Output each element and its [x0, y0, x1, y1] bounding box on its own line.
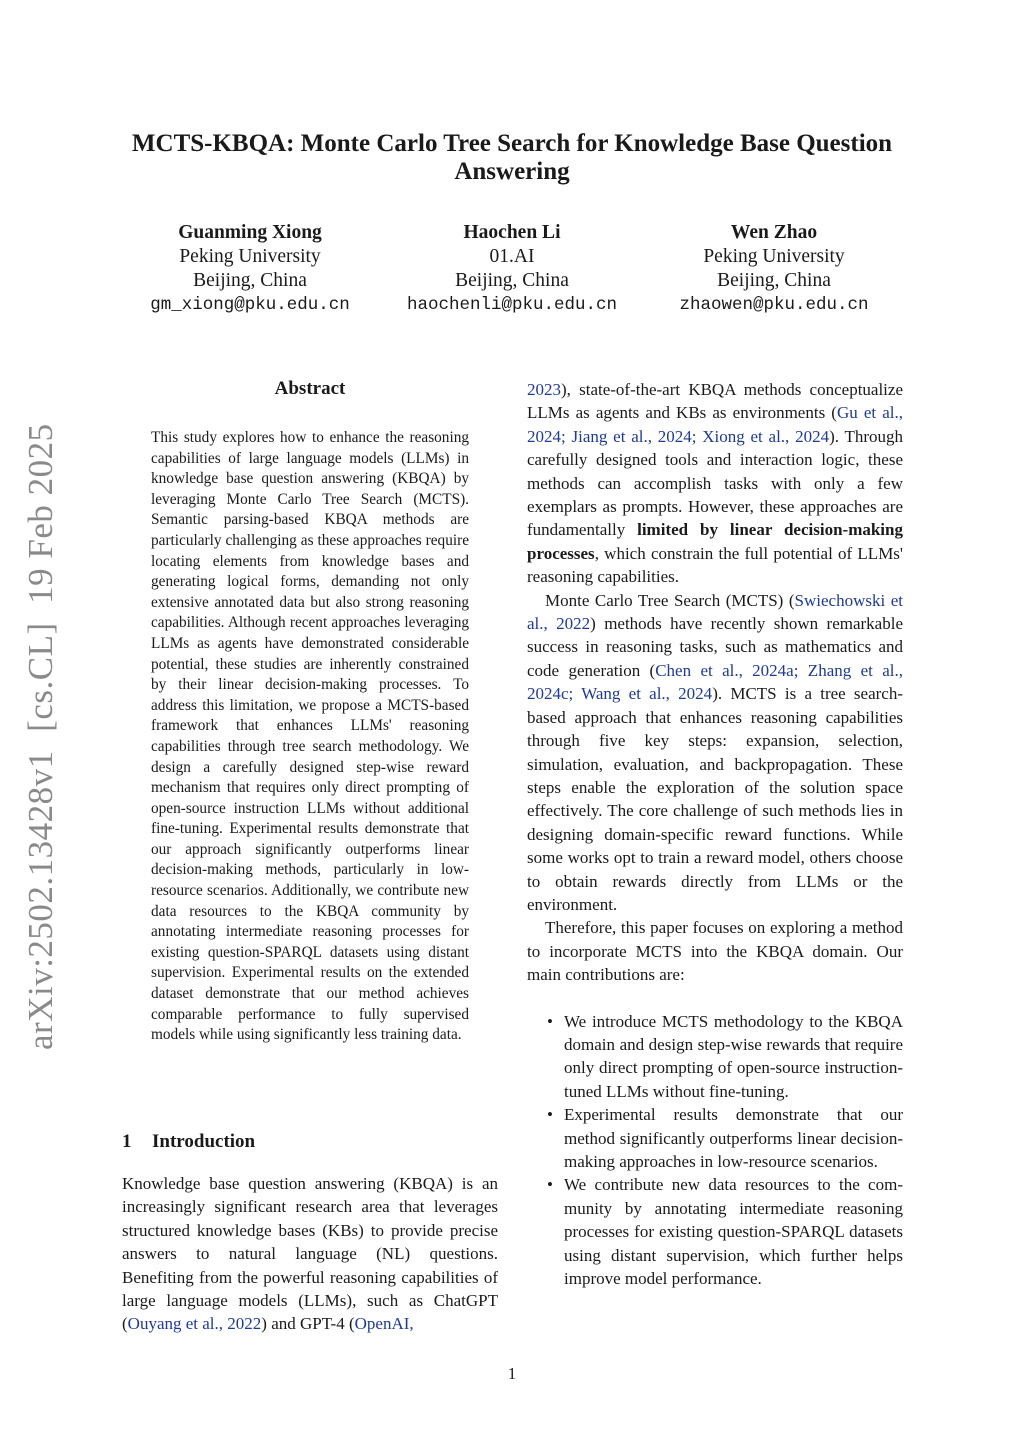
- paragraph-text: ). MCTS is a tree search-based approach that enhances reasoning capabilities through five key steps: expansion, selection, simulation, evaluation, and backpropagation. These steps enable the exploration of the solution space effectively. The core challenge of such methods lies in designing domain-specific reward functions. While some works opt to train a reward model, others choose to obtain rewards directly from LLMs or the environment.: [527, 684, 904, 914]
- author-affiliation: Peking University: [179, 246, 321, 267]
- author-name: Wen Zhao: [730, 222, 818, 243]
- paragraph-text: Knowledge base question answering (KBQA) is an increasingly significant research area that leverages structured knowledge bases (KBs) to provide precise answers to natural language (NL) questions. Benefiting from the powerful reasoning capabilities of large language models (LLMs), such as ChatGPT (: [122, 1174, 498, 1334]
- author-name: Guanming Xiong: [178, 222, 322, 243]
- paragraph-text: Monte Carlo Tree Search (MCTS) (: [545, 590, 795, 610]
- citation-link[interactable]: Ouyang et al., 2022: [127, 1314, 262, 1334]
- intro-paragraph-1: [122, 1172, 498, 1336]
- list-item-text: We contribute new data resources to the community by annotating intermediate reasoning processes for existing question-SPARQL datasets using distant supervision, which further helps improve model performance.: [564, 1175, 903, 1289]
- author-affiliation: Peking University: [703, 246, 845, 267]
- author-1: [120, 221, 380, 317]
- intro-paragraph-3: Therefore, this paper focuses on exploring a method to incorporate MCTS into the KBQA domain. Our main contributions are:: [527, 918, 903, 985]
- paragraph-text: ), state-of-the-art KBQA methods conceptualize LLMs as agents and KBs as environments (: [527, 380, 903, 423]
- author-email[interactable]: haochenli@pku.edu.cn: [406, 295, 618, 315]
- page-number: 1: [507, 1364, 517, 1383]
- bullet-icon: •: [547, 1105, 553, 1125]
- intro-paragraph-2: [527, 589, 903, 917]
- author-email[interactable]: gm_xiong@pku.edu.cn: [150, 295, 350, 315]
- author-affiliation: 01.AI: [489, 246, 535, 267]
- right-column: [527, 378, 903, 1290]
- paragraph-text: ). Through carefully designed tools and interaction logic, these methods can accomplish tasks with only a few exemplars as prompts. However, these approaches are fundamentally: [527, 426, 903, 540]
- citation-link[interactable]: Gu et al., 2024; Jiang et al., 2024; Xiong et al., 2024: [527, 403, 903, 446]
- list-item: [527, 1173, 903, 1290]
- author-2: [382, 221, 642, 317]
- page-title: MCTS-KBQA: Monte Carlo Tree Search for Knowledge Base Question Answering: [131, 130, 893, 185]
- bullet-icon: •: [547, 1011, 553, 1031]
- author-location: Beijing, China: [193, 270, 307, 291]
- abstract-text: This study explores how to enhance the reasoning capabilities of large language models (LLMs) in knowledge base question answering (KBQA) by leveraging Monte Carlo Tree Search (MCTS). Semantic parsing-based KBQA methods are particularly challenging as these approaches require locating elements from knowledge bases and generating logical forms, demanding not only extensive annotated data but also strong reasoning capabilities. Although recent approaches leveraging LLMs as agents have demonstrated considerable potential, these studies are inherently constrained by their linear decision-making processes. To address this limitation, we propose a MCTS-based framework that enhances LLMs' reasoning capabilities through tree search methodology. We design a carefully designed step-wise reward mechanism that requires only direct prompting of open-source instruction LLMs without additional fine-tuning. Experimental results demonstrate that our approach significantly outperforms linear decision-making methods, particularly in low-resource scenarios. Additionally, we contribute new data resources to the KBQA community by annotating intermediate reasoning processes for existing question-SPARQL datasets using distant supervision. Experimental results on the extended dataset demonstrate that our method achieves comparable performance to fully supervised models while using significantly less training data.: [151, 429, 469, 1044]
- emphasis-text: limited by linear decision-making processes: [527, 520, 903, 563]
- author-3: [644, 221, 904, 317]
- list-item-text: Experimental results demonstrate that our method significantly outperforms linear decision-making approaches in low-resource scenarios.: [564, 1105, 903, 1171]
- citation-link[interactable]: Chen et al., 2024a; Zhang et al., 2024c; Wang et al., 2024: [527, 660, 903, 704]
- author-email[interactable]: zhaowen@pku.edu.cn: [679, 295, 869, 315]
- author-name: Haochen Li: [463, 222, 561, 243]
- author-block: [120, 221, 904, 321]
- contributions-list: [527, 1010, 903, 1291]
- author-location: Beijing, China: [455, 270, 569, 291]
- paragraph-text: , which constrain the full potential of LLMs' reasoning capabilities.: [527, 543, 903, 587]
- citation-link[interactable]: 2023: [527, 380, 561, 399]
- citation-link[interactable]: OpenAI,: [354, 1314, 414, 1334]
- citation-link[interactable]: Swiechowski et al., 2022: [527, 590, 903, 634]
- section-number: 1: [122, 1131, 132, 1152]
- list-item-text: We introduce MCTS methodology to the KBQA domain and design step-wise rewards that require only direct prompting of open-source instruction-tuned LLMs without fine-tuning.: [564, 1011, 903, 1101]
- abstract-heading: Abstract: [274, 378, 346, 399]
- author-location: Beijing, China: [717, 270, 831, 291]
- section-heading-introduction: [122, 1131, 255, 1153]
- list-item: [527, 1103, 903, 1173]
- section-title: Introduction: [152, 1131, 256, 1152]
- paragraph-text: ) and GPT-4 (: [261, 1314, 355, 1334]
- paragraph-text: ) methods have recently shown remarkable success in reasoning tasks, such as mathematics and code generation (: [527, 614, 903, 680]
- arxiv-identifier[interactable]: arXiv:2502.13428v1 [cs.CL] 19 Feb 2025: [21, 423, 60, 1050]
- intro-paragraph-1-continued: [527, 378, 903, 589]
- bullet-icon: •: [547, 1175, 553, 1195]
- list-item: [527, 1010, 903, 1104]
